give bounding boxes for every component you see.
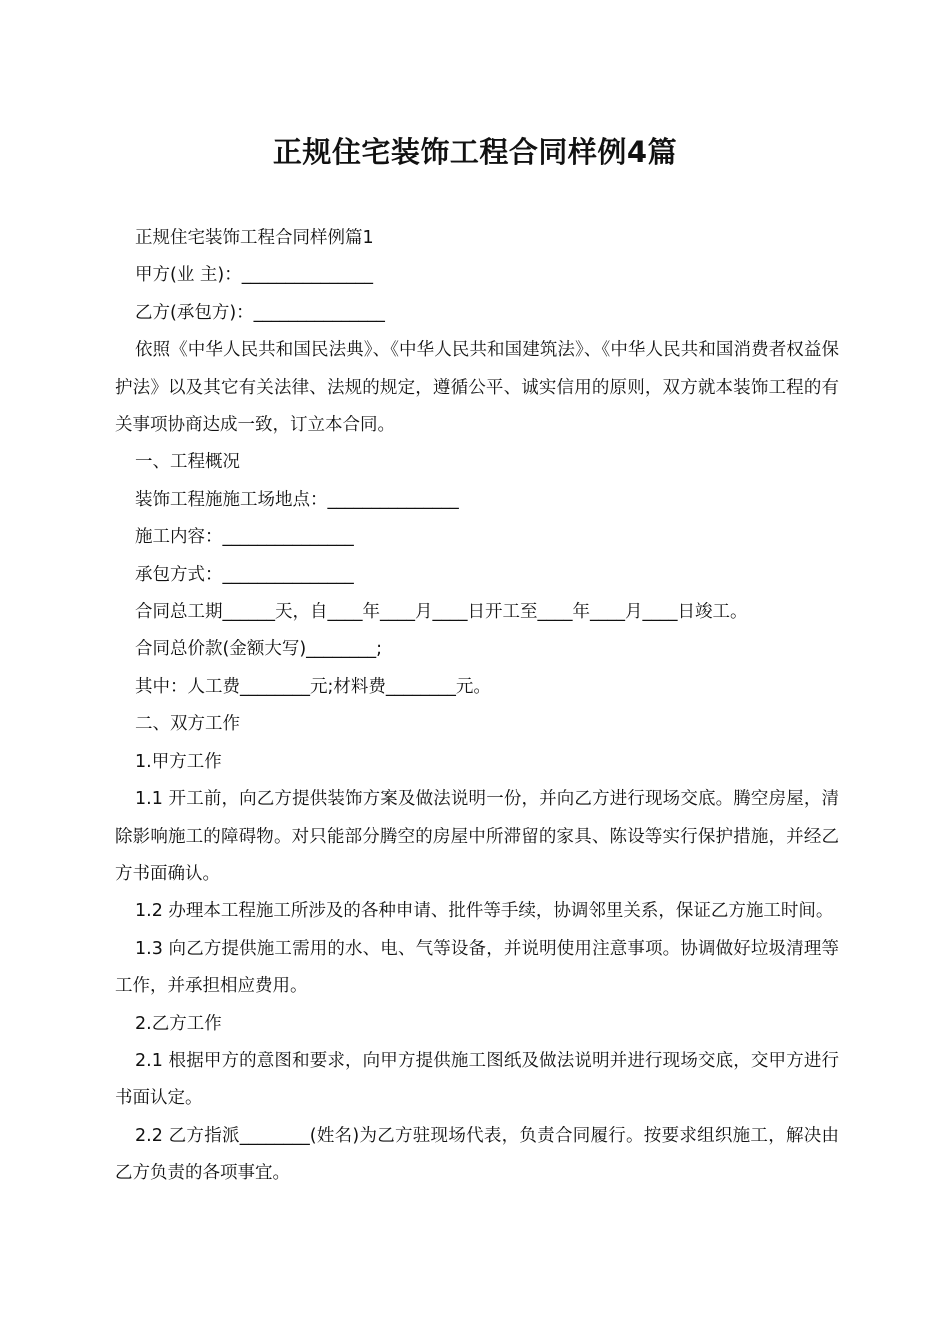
party-a-field: 甲方(业 主)：_______________ [135, 265, 373, 286]
preamble-paragraph: 依照《中华人民共和国民法典》、《中华人民共和国建筑法》、《中华人民共和国消费者权益保护法》以及其它有关法律、法规的规定，遵循公平、诚实信用的原则，双方就本装饰工程的有关事项协商达成一致，订立本合同。 [115, 340, 839, 436]
work-content-field: 施工内容：_______________ [135, 527, 354, 548]
clause-paragraph: 1.1 开工前，向乙方提供装饰方案及做法说明一份，并向乙方进行现场交底。腾空房屋，清除影响施工的障碍物。对只能部分腾空的房屋中所滞留的家具、陈设等实行保护措施，并经乙方书面确认。 [115, 789, 839, 884]
clause-paragraph: 1.2 办理本工程施工所涉及的各种申请、批件等手续，协调邻里关系，保证乙方施工时间。 [135, 901, 834, 922]
total-price-field: 合同总价款(金额大写)________; [135, 639, 383, 660]
clause-paragraph: 2.1 根据甲方的意图和要求，向甲方提供施工图纸及做法说明并进行现场交底，交甲方进行书面认定。 [115, 1050, 839, 1109]
clause-paragraph: 1.3 向乙方提供施工需用的水、电、气等设备，并说明使用注意事项。协调做好垃圾清理等工作，并承担相应费用。 [115, 938, 839, 997]
clause-paragraph: 2.2 乙方指派________(姓名)为乙方驻现场代表，负责合同履行。按要求组织施工，解决由乙方负责的各项事宜。 [115, 1125, 839, 1184]
section-heading: 二、双方工作 [135, 714, 240, 735]
subsection-heading: 1.甲方工作 [135, 751, 222, 772]
site-location-field: 装饰工程施施工场地点：_______________ [135, 489, 459, 510]
duration-field: 合同总工期______天，自____年____月____日开工至____年____月____日竣工。 [135, 602, 748, 623]
section-heading: 一、工程概况 [135, 452, 240, 473]
document-body [115, 220, 839, 1193]
cost-breakdown-field: 其中：人工费________元;材料费________元。 [135, 676, 491, 697]
contract-method-field: 承包方式：_______________ [135, 564, 354, 585]
section-heading: 正规住宅装饰工程合同样例篇1 [135, 228, 374, 248]
party-b-field: 乙方(承包方)：_______________ [135, 302, 385, 323]
subsection-heading: 2.乙方工作 [135, 1013, 222, 1034]
document-title: 正规住宅装饰工程合同样例4篇 [272, 135, 678, 169]
